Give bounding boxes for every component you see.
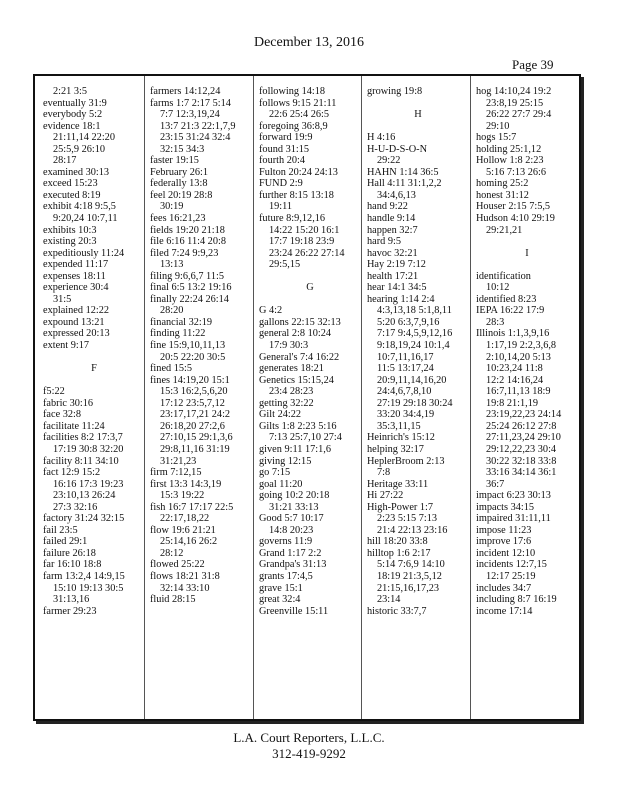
column-divider bbox=[361, 76, 362, 719]
index-entry: getting 32:22 bbox=[259, 397, 314, 409]
index-entry: 19:11 bbox=[269, 201, 293, 213]
index-entry bbox=[476, 259, 578, 271]
index-entry: generates 18:21 bbox=[259, 363, 324, 375]
index-entry: Heinrich's 15:12 bbox=[367, 432, 435, 444]
index-entry: income 17:14 bbox=[476, 605, 533, 617]
index-entry: found 31:15 bbox=[259, 143, 310, 155]
index-entry: fail 23:5 bbox=[43, 524, 78, 536]
index-entry: Hudson 4:10 29:19 bbox=[476, 213, 555, 225]
index-entry bbox=[259, 271, 361, 283]
index-entry: financial 32:19 bbox=[150, 316, 213, 328]
index-entry: identification bbox=[476, 270, 531, 282]
index-entry: 20:9,11,14,16,20 bbox=[377, 374, 447, 386]
index-entry: farmer 29:23 bbox=[43, 605, 97, 617]
index-entry: 9:20,24 10:7,11 bbox=[53, 213, 118, 225]
index-entry: 13:7 21:3 22:1,7,9 bbox=[160, 120, 236, 132]
index-entry: 5:16 7:13 26:6 bbox=[486, 166, 547, 178]
index-entry: fined 15:5 bbox=[150, 363, 193, 375]
index-entry: filing 9:6,6,7 11:5 bbox=[150, 270, 224, 282]
index-entry: facilitate 11:24 bbox=[43, 420, 105, 432]
index-entry: exhibits 10:3 bbox=[43, 224, 97, 236]
index-entry: Genetics 15:15,24 bbox=[259, 374, 334, 386]
index-entry: feel 20:19 28:8 bbox=[150, 189, 213, 201]
index-entry: eventually 31:9 bbox=[43, 97, 107, 109]
index-entry: 12:2 14:16,24 bbox=[486, 374, 544, 386]
index-entry: hand 9:22 bbox=[367, 201, 408, 213]
index-entry: grave 15:1 bbox=[259, 582, 303, 594]
index-entry: 10:23,24 11:8 bbox=[486, 363, 543, 375]
index-entry: 7:17 9:4,5,9,12,16 bbox=[377, 328, 453, 340]
index-entry: 2:10,14,20 5:13 bbox=[486, 351, 551, 363]
index-entry: 28:20 bbox=[160, 305, 184, 317]
index-entry: fines 14:19,20 15:1 bbox=[150, 374, 230, 386]
index-entry: Gilts 1:8 2:23 5:16 bbox=[259, 420, 337, 432]
index-entry: fields 19:20 21:18 bbox=[150, 224, 225, 236]
index-entry: evidence 18:1 bbox=[43, 120, 101, 132]
index-entry: 34:4,6,13 bbox=[377, 189, 416, 201]
index-entry: improve 17:6 bbox=[476, 536, 532, 548]
index-entry: 10:7,11,16,17 bbox=[377, 351, 434, 363]
index-entry: 32:14 33:10 bbox=[160, 582, 210, 594]
index-entry: 16:7,11,13 18:9 bbox=[486, 386, 551, 398]
index-entry: future 8:9,12,16 bbox=[259, 213, 326, 225]
index-entry: incident 12:10 bbox=[476, 547, 536, 559]
index-entry: 10:12 bbox=[486, 282, 510, 294]
index-entry: 7:13 25:7,10 27:4 bbox=[269, 432, 342, 444]
index-entry: go 7:15 bbox=[259, 467, 291, 479]
index-entry: Houser 2:15 7:5,5 bbox=[476, 201, 551, 213]
index-entry: further 8:15 13:18 bbox=[259, 189, 334, 201]
index-entry bbox=[476, 236, 578, 248]
index-entry: FUND 2:9 bbox=[259, 178, 303, 190]
index-entry: 23:4 28:23 bbox=[269, 386, 314, 398]
index-entry: finally 22:24 26:14 bbox=[150, 293, 229, 305]
index-entry: expeditiously 11:24 bbox=[43, 247, 125, 259]
index-entry: hilltop 1:6 2:17 bbox=[367, 547, 431, 559]
index-entry: federally 13:8 bbox=[150, 178, 208, 190]
index-entry: farms 1:7 2:17 5:14 bbox=[150, 97, 231, 109]
index-entry: Hay 2:19 7:12 bbox=[367, 259, 426, 271]
index-entry: executed 8:19 bbox=[43, 189, 101, 201]
index-entry: examined 30:13 bbox=[43, 166, 110, 178]
index-entry: great 32:4 bbox=[259, 594, 301, 606]
letter-heading: I bbox=[525, 247, 529, 259]
index-entry: 33:16 34:14 36:1 bbox=[486, 467, 557, 479]
index-entry: expended 11:17 bbox=[43, 259, 109, 271]
index-entry: general 2:8 10:24 bbox=[259, 328, 332, 340]
index-entry: HAHN 1:14 36:5 bbox=[367, 166, 439, 178]
column-divider bbox=[470, 76, 471, 719]
index-entry: 28:3 bbox=[486, 316, 505, 328]
index-entry: follows 9:15 21:11 bbox=[259, 97, 337, 109]
index-entry: facilities 8:2 17:3,7 bbox=[43, 432, 123, 444]
index-entry: impact 6:23 30:13 bbox=[476, 490, 551, 502]
index-entry: final 6:5 13:2 19:16 bbox=[150, 282, 232, 294]
index-entry: fluid 28:15 bbox=[150, 594, 196, 606]
index-entry: G 4:2 bbox=[259, 305, 283, 317]
index-entry: forward 19:9 bbox=[259, 132, 313, 144]
index-entry: 17:12 23:5,7,12 bbox=[160, 397, 225, 409]
index-entry: foregoing 36:8,9 bbox=[259, 120, 328, 132]
index-entry: explained 12:22 bbox=[43, 305, 110, 317]
index-entry: failed 29:1 bbox=[43, 536, 88, 548]
index-column-3 bbox=[259, 86, 361, 716]
letter-heading: G bbox=[306, 282, 314, 294]
index-entry: Gilt 24:22 bbox=[259, 409, 302, 421]
index-entry: 25:14,16 26:2 bbox=[160, 536, 218, 548]
index-entry: 26:18,20 27:2,6 bbox=[160, 420, 225, 432]
index-entry: 22:6 25:4 26:5 bbox=[269, 109, 330, 121]
index-entry: grants 17:4,5 bbox=[259, 570, 313, 582]
index-entry: 17:9 30:3 bbox=[269, 340, 309, 352]
index-entry: giving 12:15 bbox=[259, 455, 312, 467]
index-entry bbox=[43, 352, 145, 364]
index-entry bbox=[367, 98, 469, 110]
index-column-4 bbox=[367, 86, 469, 716]
index-entry: 5:20 6:3,7,9,16 bbox=[377, 316, 440, 328]
index-entry: holding 25:1,12 bbox=[476, 143, 542, 155]
index-entry: helping 32:17 bbox=[367, 443, 424, 455]
index-entry: 11:5 13:17,24 bbox=[377, 363, 434, 375]
page-number: Page 39 bbox=[512, 57, 554, 72]
index-entry bbox=[43, 375, 145, 387]
index-entry: fabric 30:16 bbox=[43, 397, 94, 409]
index-entry: 21:4 22:13 23:16 bbox=[377, 524, 448, 536]
index-entry: 31:21,23 bbox=[160, 455, 197, 467]
index-entry: 28:12 bbox=[160, 547, 184, 559]
column-divider bbox=[144, 76, 145, 719]
index-entry: exceed 15:23 bbox=[43, 178, 98, 190]
index-entry: 7:8 bbox=[377, 467, 391, 479]
index-entry: Hi 27:22 bbox=[367, 490, 404, 502]
index-entry: 24:4,6,7,8,10 bbox=[377, 386, 432, 398]
index-entry: 22:17,18,22 bbox=[160, 513, 210, 525]
index-entry bbox=[259, 294, 361, 306]
index-entry: farmers 14:12,24 bbox=[150, 86, 221, 97]
index-entry: 25:24 26:12 27:8 bbox=[486, 420, 557, 432]
index-entry: 21:11,14 22:20 bbox=[53, 132, 115, 144]
index-entry: 25:5,9 26:10 bbox=[53, 143, 106, 155]
index-entry: expenses 18:11 bbox=[43, 270, 106, 282]
index-entry: 5:14 7:6,9 14:10 bbox=[377, 559, 445, 571]
index-entry: Fulton 20:24 24:13 bbox=[259, 166, 338, 178]
index-entry: face 32:8 bbox=[43, 409, 82, 421]
index-entry: first 13:3 14:3,19 bbox=[150, 478, 222, 490]
index-entry: 27:19 29:18 30:24 bbox=[377, 397, 453, 409]
index-column-2 bbox=[150, 86, 252, 716]
index-entry: extent 9:17 bbox=[43, 340, 90, 352]
index-entry: homing 25:2 bbox=[476, 178, 529, 190]
index-entry: including 8:7 16:19 bbox=[476, 594, 557, 606]
index-entry: happen 32:7 bbox=[367, 224, 418, 236]
index-entry: 30:19 bbox=[160, 201, 184, 213]
index-entry: High-Power 1:7 bbox=[367, 501, 434, 513]
index-entry: 28:17 bbox=[53, 155, 77, 167]
index-entry: February 26:1 bbox=[150, 166, 209, 178]
index-entry: H 4:16 bbox=[367, 132, 396, 144]
index-entry: farm 13:2,4 14:9,15 bbox=[43, 570, 125, 582]
index-entry: far 16:10 18:8 bbox=[43, 559, 102, 571]
index-entry: file 6:16 11:4 20:8 bbox=[150, 236, 226, 248]
index-entry: hard 9:5 bbox=[367, 236, 402, 248]
index-entry: flowed 25:22 bbox=[150, 559, 205, 571]
index-entry: Hall 4:11 31:1,2,2 bbox=[367, 178, 442, 190]
index-entry: 18:19 21:3,5,12 bbox=[377, 570, 442, 582]
index-entry: 17:19 30:8 32:20 bbox=[53, 443, 124, 455]
index-entry: General's 7:4 16:22 bbox=[259, 351, 340, 363]
index-entry: 29:8,11,16 31:19 bbox=[160, 443, 230, 455]
index-entry: 20:5 22:20 30:5 bbox=[160, 351, 226, 363]
index-entry: expound 13:21 bbox=[43, 316, 105, 328]
index-entry: Grand 1:17 2:2 bbox=[259, 547, 322, 559]
index-entry: 19:8 21:1,19 bbox=[486, 397, 539, 409]
index-entry: experience 30:4 bbox=[43, 282, 109, 294]
index-entry: 27:11,23,24 29:10 bbox=[486, 432, 561, 444]
index-entry: firm 7:12,15 bbox=[150, 467, 202, 479]
index-entry: hog 14:10,24 19:2 bbox=[476, 86, 552, 97]
index-entry: facility 8:11 34:10 bbox=[43, 455, 119, 467]
index-entry: historic 33:7,7 bbox=[367, 605, 427, 617]
index-entry: faster 19:15 bbox=[150, 155, 199, 167]
index-column-1 bbox=[43, 86, 145, 716]
index-entry: 23:17,17,21 24:2 bbox=[160, 409, 231, 421]
index-entry: includes 34:7 bbox=[476, 582, 532, 594]
index-entry: fourth 20:4 bbox=[259, 155, 306, 167]
index-entry: flows 18:21 31:8 bbox=[150, 570, 220, 582]
index-entry: hearing 1:14 2:4 bbox=[367, 293, 435, 305]
index-entry: HeplerBroom 2:13 bbox=[367, 455, 445, 467]
index-entry: everybody 5:2 bbox=[43, 109, 103, 121]
index-entry: going 10:2 20:18 bbox=[259, 490, 330, 502]
index-entry: exhibit 4:18 9:5,5 bbox=[43, 201, 116, 213]
index-entry: 29:10 bbox=[486, 120, 510, 132]
index-entry: 23:24 26:22 27:14 bbox=[269, 247, 345, 259]
index-entry: 29:5,15 bbox=[269, 259, 301, 271]
index-entry: 32:15 34:3 bbox=[160, 143, 205, 155]
letter-heading: F bbox=[91, 363, 97, 375]
column-divider bbox=[253, 76, 254, 719]
index-entry: factory 31:24 32:15 bbox=[43, 513, 125, 525]
index-entry: 31:21 33:13 bbox=[269, 501, 319, 513]
index-entry: 17:7 19:18 23:9 bbox=[269, 236, 335, 248]
index-entry: gallons 22:15 32:13 bbox=[259, 316, 341, 328]
index-entry: Hollow 1:8 2:23 bbox=[476, 155, 544, 167]
index-entry: 29:21,21 bbox=[486, 224, 523, 236]
index-entry: 15:3 16:2,5,6,20 bbox=[160, 386, 228, 398]
footer-company: L.A. Court Reporters, L.L.C. bbox=[233, 730, 385, 745]
index-entry: Heritage 33:11 bbox=[367, 478, 429, 490]
index-entry: fine 15:9,10,11,13 bbox=[150, 340, 226, 352]
index-entry: failure 26:18 bbox=[43, 547, 96, 559]
index-entry: expressed 20:13 bbox=[43, 328, 110, 340]
index-entry: 27:10,15 29:1,3,6 bbox=[160, 432, 233, 444]
index-entry: 23:8,19 25:15 bbox=[486, 97, 544, 109]
index-entry: 23:14 bbox=[377, 594, 401, 606]
letter-heading: H bbox=[414, 109, 422, 121]
index-entry: 21:15,16,17,23 bbox=[377, 582, 440, 594]
index-entry: Grandpa's 31:13 bbox=[259, 559, 327, 571]
index-entry: H-U-D-S-O-N bbox=[367, 143, 428, 155]
index-entry: 2:23 5:15 7:13 bbox=[377, 513, 438, 525]
index-column-5 bbox=[476, 86, 578, 716]
index-entry: identified 8:23 bbox=[476, 293, 537, 305]
index-entry: 13:13 bbox=[160, 259, 184, 271]
index-entry: IEPA 16:22 17:9 bbox=[476, 305, 545, 317]
page-header-date: December 13, 2016 bbox=[253, 35, 365, 50]
index-entry: 31:13,16 bbox=[53, 594, 90, 606]
index-entry: impose 11:23 bbox=[476, 524, 532, 536]
index-entry: 30:22 32:18 33:8 bbox=[486, 455, 557, 467]
index-entry: 23:10,13 26:24 bbox=[53, 490, 116, 502]
index-entry: flow 19:6 21:21 bbox=[150, 524, 216, 536]
index-entry: governs 11:9 bbox=[259, 536, 313, 548]
index-entry: incidents 12:7,15 bbox=[476, 559, 547, 571]
index-entry: 2:21 3:5 bbox=[53, 86, 88, 97]
index-entry: finding 11:22 bbox=[150, 328, 206, 340]
index-entry: 7:7 12:3,19,24 bbox=[160, 109, 220, 121]
index-entry: 16:16 17:3 19:23 bbox=[53, 478, 124, 490]
index-entry: 15:10 19:13 30:5 bbox=[53, 582, 124, 594]
index-entry: 29:22 bbox=[377, 155, 401, 167]
index-entry: 23:15 31:24 32:4 bbox=[160, 132, 231, 144]
index-entry: 9:18,19,24 10:1,4 bbox=[377, 340, 450, 352]
index-entry: filed 7:24 9:9,23 bbox=[150, 247, 219, 259]
index-entry: 15:3 19:22 bbox=[160, 490, 205, 502]
index-entry: 4:3,13,18 5:1,8,11 bbox=[377, 305, 452, 317]
index-entry: 14:22 15:20 16:1 bbox=[269, 224, 340, 236]
index-entry bbox=[367, 121, 469, 133]
index-entry: 29:12,22,23 30:4 bbox=[486, 443, 557, 455]
index-entry: Greenville 15:11 bbox=[259, 605, 329, 617]
index-entry: impacts 34:15 bbox=[476, 501, 535, 513]
index-entry: hill 18:20 33:8 bbox=[367, 536, 428, 548]
index-entry: 12:17 25:19 bbox=[486, 570, 536, 582]
index-entry: impaired 31:11,11 bbox=[476, 513, 551, 525]
index-entry: 26:22 27:7 29:4 bbox=[486, 109, 552, 121]
index-entry: health 17:21 bbox=[367, 270, 419, 282]
index-entry: existing 20:3 bbox=[43, 236, 97, 248]
footer-phone: 312-419-9292 bbox=[272, 746, 346, 761]
index-entry: 31:5 bbox=[53, 293, 72, 305]
index-entry: given 9:11 17:1,6 bbox=[259, 443, 331, 455]
index-entry: hogs 15:7 bbox=[476, 132, 517, 144]
index-entry: honest 31:12 bbox=[476, 189, 529, 201]
index-entry: 33:20 34:4,19 bbox=[377, 409, 435, 421]
index-entry: fees 16:21,23 bbox=[150, 213, 206, 225]
index-entry: 1:17,19 2:2,3,6,8 bbox=[486, 340, 557, 352]
index-entry: hear 14:1 34:5 bbox=[367, 282, 427, 294]
index-entry: 35:3,11,15 bbox=[377, 420, 421, 432]
index-entry: growing 19:8 bbox=[367, 86, 423, 97]
index-entry: havoc 32:21 bbox=[367, 247, 418, 259]
index-entry: Illinois 1:1,3,9,16 bbox=[476, 328, 550, 340]
index-entry: f5:22 bbox=[43, 386, 65, 398]
index-entry: following 14:18 bbox=[259, 86, 326, 97]
index-entry: 23:19,22,23 24:14 bbox=[486, 409, 562, 421]
index-entry: fish 16:7 17:17 22:5 bbox=[150, 501, 234, 513]
index-table bbox=[33, 74, 581, 721]
index-entry: handle 9:14 bbox=[367, 213, 416, 225]
index-entry: 36:7 bbox=[486, 478, 505, 490]
index-entry: fact 12:9 15:2 bbox=[43, 467, 101, 479]
index-entry: 27:3 32:16 bbox=[53, 501, 98, 513]
index-entry: Good 5:7 10:17 bbox=[259, 513, 324, 525]
index-entry: 14:8 20:23 bbox=[269, 524, 314, 536]
index-entry: goal 11:20 bbox=[259, 478, 303, 490]
